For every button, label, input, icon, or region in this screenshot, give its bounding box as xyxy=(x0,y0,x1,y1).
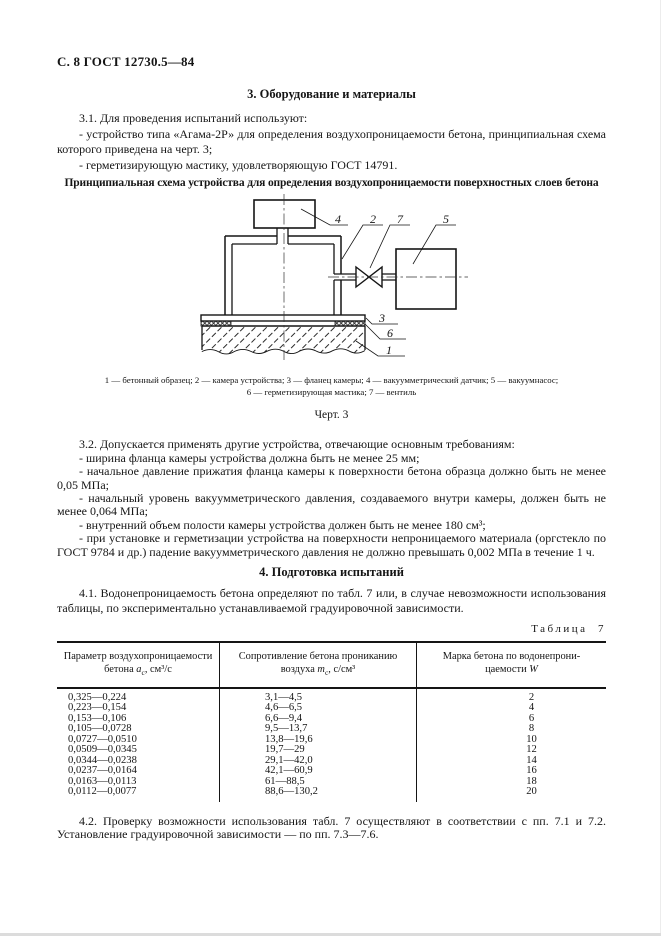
table-cell: 12 xyxy=(526,744,537,756)
table-cell: 6 xyxy=(528,712,535,724)
table-cell: 0,0112—0,0077 xyxy=(57,787,220,802)
table-cell: 0,0727—0,0510 xyxy=(57,735,220,746)
figure-caption-line1: 1 — бетонный образец; 2 — камера устройства; 3 — фланец камеры; 4 — вакуумметрический датчик; 5 — вакуумнасос; xyxy=(104,375,559,386)
section-3-heading: 3. Оборудование и материалы xyxy=(247,87,416,101)
list-item: - герметизирующую мастику, удовлетворяющую ГОСТ 14791. xyxy=(79,157,398,172)
section-4-heading: 4. Подготовка испытаний xyxy=(259,565,404,580)
table-row xyxy=(57,735,606,746)
table-cell: 42,1—60,9 xyxy=(220,766,417,777)
part-label-4: 4 xyxy=(335,212,341,227)
device-chamber xyxy=(225,236,341,315)
part-label-5: 5 xyxy=(443,212,449,227)
part-label-1: 1 xyxy=(386,343,392,358)
table-cell: 0,0237—0,0164 xyxy=(57,766,220,777)
part-label-7: 7 xyxy=(397,212,403,227)
table-row xyxy=(57,688,606,704)
table-cell: 16 xyxy=(526,765,537,777)
part-label-6: 6 xyxy=(387,326,393,341)
table-cell: 10 xyxy=(526,733,537,745)
list-item: - внутренний объем полости камеры устройства должен быть не менее 180 см³; xyxy=(79,517,486,532)
table-title: Таблица 7 xyxy=(531,623,606,636)
figure-caption-line2: 6 — герметизирующая мастика; 7 — вентиль xyxy=(246,387,417,398)
table-cell: 0,153—0,106 xyxy=(57,714,220,725)
paragraph-3-1: 3.1. Для проведения испытаний используют: xyxy=(79,111,308,125)
table-header-cell: Сопротивление бетона прониканию воздуха $т_с$, с/см³ xyxy=(220,642,417,687)
table-header-row xyxy=(57,642,606,687)
table-header-cell: Марка бетона по водонепрони- цаемости W xyxy=(417,642,607,687)
table-cell: 0,0509—0,0345 xyxy=(57,745,220,756)
table-cell: 9,5—13,7 xyxy=(220,724,417,735)
table-cell: 0,0344—0,0238 xyxy=(57,756,220,767)
vacuum-gauge xyxy=(254,200,315,244)
table-cell: 0,223—0,154 xyxy=(57,703,220,714)
schematic-diagram xyxy=(190,190,475,366)
table-cell: 14 xyxy=(526,754,537,766)
table-body xyxy=(57,688,606,802)
list-item: - ширина фланца камеры устройства должна быть не менее 25 мм; xyxy=(79,450,420,465)
table-cell: 4 xyxy=(528,702,535,714)
list-item: - при установке и герметизации устройства на поверхности непроницаемого материала (оргстекло по ГОСТ 9784 и др.) падение вакуумметрического давления не должно превышать 0,002 МПа в течение 1 ч. xyxy=(57,531,606,559)
table-row xyxy=(57,724,606,735)
paragraph-3-2: 3.2. Допускается применять другие устройства, отвечающие основным требованиям: xyxy=(79,437,515,452)
table-cell: 3,1—4,5 xyxy=(220,688,417,704)
figure-title: Принципиальная схема устройства для определения воздухопроницаемости поверхностных слоев бетона xyxy=(64,177,599,190)
table-row xyxy=(57,766,606,777)
table-cell: 6,6—9,4 xyxy=(220,714,417,725)
table-cell: 2 xyxy=(528,691,535,703)
figure-number: Черт. 3 xyxy=(314,409,349,422)
table-cell: 61—88,5 xyxy=(220,777,417,788)
page-content xyxy=(57,54,606,842)
list-3-2 xyxy=(57,452,606,559)
list-3-1 xyxy=(57,127,606,174)
concrete-specimen xyxy=(202,326,365,354)
section-3-1-block xyxy=(57,111,606,173)
table-row xyxy=(57,703,606,714)
table-cell: 13,8—19,6 xyxy=(220,735,417,746)
chamber-flange xyxy=(201,315,365,321)
section-3-2-block xyxy=(57,438,606,559)
table-row xyxy=(57,777,606,788)
table-row xyxy=(57,745,606,756)
table-cell: 20 xyxy=(526,786,537,798)
air-permeability-table xyxy=(57,641,606,801)
part-label-2: 2 xyxy=(370,212,376,227)
table-cell: 0,105—0,0728 xyxy=(57,724,220,735)
list-item: - начальное давление прижатия фланца камеры к поверхности бетона образца должно быть не менее 0,05 МПа; xyxy=(57,464,606,492)
list-item: - устройство типа «Агама-2Р» для определения воздухопроницаемости бетона, принципиальная схема которого приведена на черт. 3; xyxy=(57,126,606,157)
table-head xyxy=(57,642,606,687)
vacuum-pump xyxy=(396,249,456,309)
table-cell: 29,1—42,0 xyxy=(220,756,417,767)
table-cell: 8 xyxy=(528,723,535,735)
part-label-3: 3 xyxy=(379,311,385,326)
table-cell: 18 xyxy=(526,775,537,787)
table-header-cell: Параметр воздухопроницаемости бетона $а_с$, см³/с xyxy=(57,642,220,687)
table-cell: 0,325—0,224 xyxy=(57,688,220,704)
table-cell: 4,6—6,5 xyxy=(220,703,417,714)
table-cell: 0,0163—0,0113 xyxy=(57,777,220,788)
table-row xyxy=(57,756,606,767)
paragraph-4-2: 4.2. Проверку возможности использования табл. 7 осуществляют в соответствии с пп. 7.1 и 7.2. Установление градуировочной зависимости — по пп. 7.3—7.6. xyxy=(57,813,606,842)
table-row xyxy=(57,787,606,802)
table-row xyxy=(57,714,606,725)
list-item: - начальный уровень вакуумметрического давления, создаваемого внутри камеры, должен быть не менее 0,064 МПа; xyxy=(57,491,606,519)
table-cell: 19,7—29 xyxy=(220,745,417,756)
figure-caption xyxy=(57,374,606,398)
table-cell: 88,6—130,2 xyxy=(220,787,417,802)
paragraph-4-1: 4.1. Водонепроницаемость бетона определяют по табл. 7 или, в случае невозможности использования таблицы, по экспериментально устанавливаемой градуировочной зависимости. xyxy=(57,586,606,616)
running-head: С. 8 ГОСТ 12730.5—84 xyxy=(57,54,195,69)
